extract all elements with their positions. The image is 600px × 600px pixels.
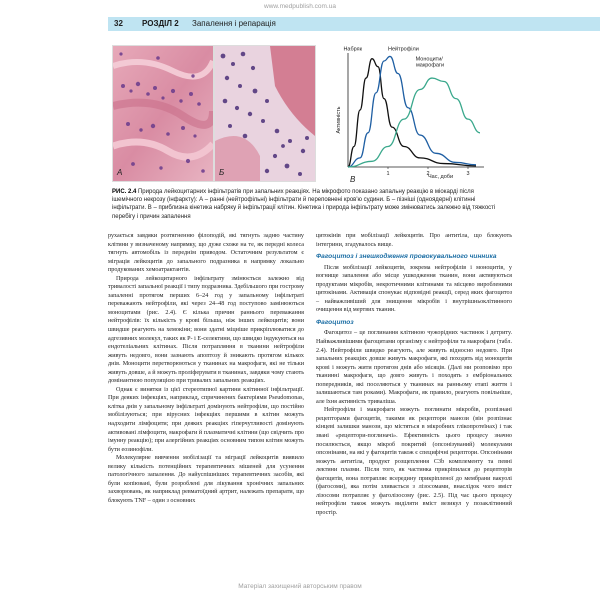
chart-series-line xyxy=(348,56,476,167)
micrograph-b-image xyxy=(215,46,315,181)
left-paragraph: Природа лейкоцитарного інфільтрату змінюється залежно від тривалості запальної реакції і типу подразника. Здебільшого при гострому запаленні протягом перших 6–24 год у запальному інфільтраті переважають нейтрофіли, які через 24–48 год поступово замінюються моноцитами (рис. 2.4). Є кілька причин раннього переважання нейтрофілів: їх кількість у крові більша, ніж інших лейкоцитів; вони швидше реагують на хемокіни; вони здатні міцніше прикріплюватися до адгезивних молекул, таких як Р- і Е-селектини, що швидко індукуються на ендотеліальних клітинах. Після потрапляння в тканини нейтрофіли живуть недовго, вони зазнають апоптозу й зникають протягом кількох днів. Моноцити перетворюються у тканинах на макрофаги, які не тільки живуть довше, а й можуть проліферувати в тканинах, завдяки чому стають домінантною популяцією при тривалих запальних реакціях. xyxy=(108,275,304,385)
chart-x-tick-label: 2 xyxy=(426,171,430,177)
right-paragraph: Після мобілізації лейкоцитів, зокрема нейтрофілів і моноцитів, у вогнище запалення або місце ушкодження тканин, вони активуються продуктами мікробів, некротичними клітинами та місцево виробленими цитокінами. Активація спонукає відповідні реакції, серед яких фагоцитоз – найважливіший для знищення мікробів і внутрішньоклітинного очищення від мертвих тканин. xyxy=(316,264,512,314)
chart-ylabel: Активність xyxy=(336,106,342,134)
right-column xyxy=(316,232,512,518)
section-heading: Фагоцитоз і знешкодження провокувального чинника xyxy=(316,253,497,261)
page-number: 32 xyxy=(114,19,123,28)
right-paragraph: Нейтрофіли і макрофаги можуть поглинати мікробів, розпізнані рецепторами фагоцитів, такими як рецептори манози (він розпізнає кінцеві залишки манози, що містяться в мікробних глікопротеїнах) і так звані «рецептори-поглиначі». Ефективність цього процесу значно посилюється, якщо мікроб покритий (опсонізуваний) молекулами опсонінами, на які у фагоцитів також є специфічні рецептори. Опсонінами можуть антитіла, продукт розщеплення С3b комплементу та певні лектини плазми. Після того, як частинка прикріпилася до рецепторів фагоцитів, вона потрапляє всередину прикріпленої до мембрани вакуолі (фагосоми), яка потім зливається з лізосомами, внаслідок чого вміст лізосоми потрапляє у фаголізосому (рис. 2.5). Під час цього процесу нейтрофіли також можуть виділяти вміст везикул у позаклітинний простір. xyxy=(316,407,512,516)
left-paragraph: рухається завдяки розтягненню філоподій, які тягнуть задню частину клітини у визначеному напрямку, що дуже схоже на те, як передні колеса тягнуть автомобіль із переднім приводом. Остаточним результатом є міграція лейкоцитів до запального подразника в напрямку локально продукованих хемоатрактантів. xyxy=(108,233,304,274)
kinetics-chart-svg xyxy=(324,45,490,185)
left-column xyxy=(108,232,304,506)
section-title: Запалення і репарація xyxy=(192,19,276,28)
caption-label: РИС. 2.4 xyxy=(112,189,137,195)
subsection-heading: Фагоцитоз xyxy=(316,318,354,326)
kinetics-chart xyxy=(324,45,490,185)
chart-series-label: Нейтрофіли xyxy=(388,46,419,53)
left-paragraph: Молекулярне вивчення мобілізації та міграції лейкоцитів виявило велику кількість потенційних терапевтичних мішеней для усунення патологічного запалення. До найуспішніших терапевтичних засобів, які були копіювані, були розроблені для лікування хронічних запальних захворювань, як наприклад ревматоїдний артрит, належать препарати, що блокують TNF – один з основних xyxy=(108,455,304,504)
section-label: РОЗДІЛ 2 xyxy=(142,19,179,28)
panel-c-label: В xyxy=(350,175,356,184)
micrograph-a xyxy=(112,45,214,182)
micrograph-a-image xyxy=(113,46,213,181)
chart-series-label: Набряк xyxy=(343,46,362,53)
panel-a-label: A xyxy=(117,168,123,177)
micrograph-b xyxy=(214,45,316,182)
chart-series-label: Моноцити/ макрофаги xyxy=(415,56,445,69)
page-header xyxy=(108,17,600,31)
right-paragraph: Фагоцитоз – це поглинання клітиною чужорідних частинок і детриту. Найважливішими фагоцитами організму є нейтрофіли та макрофаги (табл. 2.4). Нейтрофіли швидко реагують, але живуть відносно недовго. При запальних реакціях довше живуть макрофаги, які походять від моноцитів крові і можуть жити протягом днів або місяців. (Далі ми розповімо про тканинні макрофаги, що довго живуть і походять з ембріональних попередників, які поселяються у тканинах на ранньому етапі життя і залишаються там роками). Макрофаги, як правило, реагують повільніше, але їхня активність триваліша. xyxy=(316,330,512,405)
panel-b-label: Б xyxy=(219,168,225,177)
right-paragraph: цитокінів при мобілізації лейкоцитів. Про антитіла, що блокують інтегрини, згадувалось вище. xyxy=(316,233,512,248)
chart-x-tick-label: 1 xyxy=(386,171,390,177)
site-url: www.medpublish.com.ua xyxy=(264,3,336,10)
chart-x-tick-label: 3 xyxy=(466,171,470,177)
chart-xlabel: Час, доби xyxy=(428,174,454,180)
caption-text: Природа лейкоцитарних інфільтратів при запальних реакціях. На мікрофото показано запальну реакцію в міокарді після ішемічного некрозу (інфаркту): А – ранні (нейтрофільні) інфільтрати й переповнені кров'ю судини. Б – пізніші (одноядерні) клітинні інфільтрати. В – приблизна кінетика набряку й інфільтрації клітин. Кінетика і природа інфільтрату може змінюватись залежно від тяжкості перебігу і причин запалення xyxy=(112,189,496,220)
left-paragraph: Однак є винятки із цієї стереотипної картини клітинної інфільтрації. При деяких інфекціях, наприклад, спричинених бактеріями Pseudomonas, клітка днів у запальному інфільтраті домінують нейтрофіли, що постійно мобілізуються; при вірусних інфекціях першими в клітин можуть надходити лімфоцити; при деяких реакціях гіперчутливості домінують активовані лімфоцити, макрофаги й плазматичні клітини (що свідчить про імунну реакцію); при алергійних реакціях основним типом клітин можуть бути еозинофіли. xyxy=(108,386,304,453)
figure-caption xyxy=(112,188,504,221)
copyright-footer: Матеріал захищений авторським правом xyxy=(238,583,362,590)
